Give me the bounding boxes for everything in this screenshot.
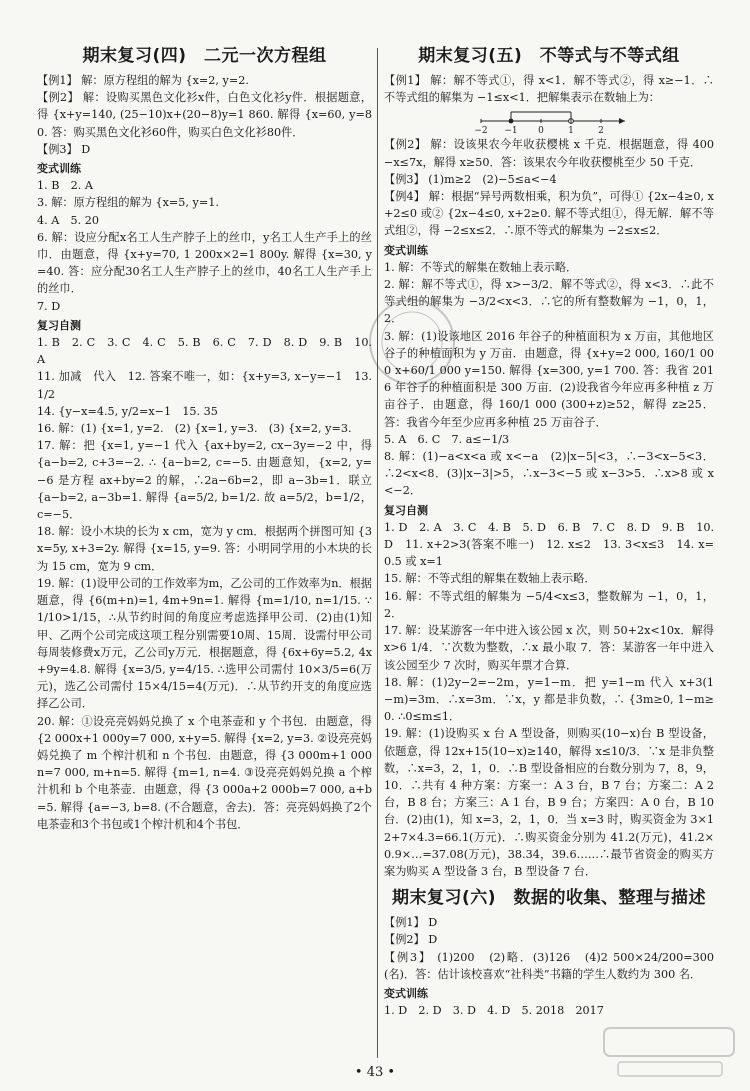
answer-item: 7. D [37, 299, 61, 313]
answer-item: 6. 解：设应分配x名工人生产脖子上的丝巾，y名工人生产手上的丝巾．由题意，得 {x+y=70, 1 200x×2=1 800y. 解得 {x=30, y=40. 答：应分配30名工人生产脖子上的丝巾，40名工人生产手上的丝巾． [37, 230, 372, 296]
section-title-review-5: 期末复习(五) 不等式与不等式组 [418, 46, 680, 66]
answer-item: 1. B 2. A [37, 179, 93, 193]
left-column [37, 44, 372, 833]
answer-item: 【例3】 D [37, 142, 91, 156]
column-divider [377, 48, 378, 1058]
answer-item: 变式训练 [384, 243, 428, 257]
answer-item: 【例1】 D [384, 916, 438, 930]
answer-item: 15. 解：不等式组的解集在数轴上表示略． [384, 572, 596, 586]
page-number: • 43 • [354, 1065, 396, 1080]
answer-item: 18. 解：(1)2y−2=−2m，y=1−m．把 y=1−m 代入 x+3(1−m)=3m．∴x=3m．∵x，y 都是非负数，∴ {3m≥0, 1−m≥0. ∴0≤m≤1． [384, 675, 714, 724]
answer-item: 1. D 2. A 3. C 4. B 5. D 6. B 7. C 8. D 9. B 10. D 11. x+2>3(答案不唯一) 12. x≤2 13. 3<x≤3 14. x=0.5 或 x=1 [384, 520, 714, 569]
answer-item: 变式训练 [37, 162, 81, 176]
right-answers-b [384, 136, 714, 880]
number-line-arrow [619, 118, 625, 124]
left-answers [37, 72, 372, 833]
number-line-tick-label: 2 [598, 126, 604, 137]
right-answers-c [384, 914, 714, 1019]
answer-item: 14. {y−x=4.5, y/2=x−1 15. 35 [37, 404, 218, 418]
number-line-tick-label: −1 [504, 126, 518, 137]
answer-item: 【例2】 解：设该果农今年收获樱桃 x 千克．根据题意，得 400−x≤7x，解得 x≥50．答：该果农今年收获樱桃至少 50 千克． [384, 138, 714, 169]
answer-item: 复习自测 [384, 503, 428, 517]
answer-item: 【例4】 解：根据“异号两数相乘，积为负”，可得① {2x−4≥0, x+2≤0 或② {2x−4≤0, x+2≥0. 解不等式组①，得无解．解不等式组②，得 −2≤x≤2．∴原不等式的解集为 −2≤x≤2． [384, 190, 714, 238]
answer-item: 【例1】 解：解不等式①，得 x<1．解不等式②，得 x≥−1．∴不等式组的解集为 −1≤x<1．把解集表示在数轴上为： [384, 74, 714, 105]
answer-item: 20. 解：①设亮亮妈妈兑换了 x 个电茶壶和 y 个书包．由题意，得 {2 000x+1 000y=7 000, x+y=5. 解得 {x=2, y=3. ②设亮亮妈妈兑换了 m 个榨汁机和 n 个书包．由题意，得 {3 000m+1 000n=7 000, m+n=5. 解得 {m=1, n=4. ③设亮亮妈妈兑换 a 个榨汁机和 b 个电茶壶．由题意，得 {3 000a+2 000b=7 000, a+b=5. 解得 {a=−3, b=8. (不合题意，舍去)．答：亮亮妈妈换了2个电茶壶和3个书包或1个榨汁机和4个书包． [37, 714, 372, 831]
answer-item: 【例3】 (1)m≥2 (2)−5≤a<−4 [384, 172, 557, 186]
answer-item: 【例3】 (1)200 (2)略．(3)126 (4)2 500×24/200=300(名)．答：估计该校喜欢“社科类”书籍的学生人数约为 300 名． [384, 950, 714, 981]
answer-item: 3. 解：(1)设该地区 2016 年谷子的种植面积为 x 万亩，其他地区谷子的种植面积为 y 万亩．由题意，得 {x+y=2 000, 160/1 000 x+60/1 000 y=150. 解得 {x=300, y=1 700. 答：我省 2016 年谷子的种植面积是 300 万亩．(2)设我省今年应再多种植 z 万亩谷子．由题意，得 160/1 000 (300+z)≥52，解得 z≥25．答：我省今年至少应再多种植 25 万亩谷子． [384, 329, 714, 429]
answer-item: 变式训练 [384, 986, 428, 1000]
answer-item: 1. D 2. D 3. D 4. D 5. 2018 2017 [384, 1004, 604, 1018]
answer-item: 【例2】 D [384, 933, 438, 947]
answer-item: 4. A 5. 20 [37, 213, 99, 227]
answer-item: 【例1】 解：原方程组的解为 {x=2, y=2. [37, 74, 249, 87]
answer-item: 18. 解：设小木块的长为 x cm，宽为 y cm．根据两个拼图可知 {3x=5y, x+3=2y. 解得 {x=15, y=9. 答：小明同学用的小木块的长为 15 cm，宽为 9 cm． [37, 525, 372, 573]
answer-item: 1. 解：不等式的解集在数轴上表示略． [384, 260, 578, 274]
answer-item: 3. 解：原方程组的解为 {x=5, y=1. [37, 196, 219, 210]
answer-item: 16. 解：(1) {x=1, y=2. (2) {x=1, y=3. (3) {x=2, y=3. [37, 422, 352, 436]
answer-item: 2. 解：解不等式①，得 x>−3/2．解不等式②，得 x<3．∴此不等式组的解集为 −3/2<x<3．∴它的所有整数解为 −1，0，1，2． [384, 278, 714, 326]
answer-item: 1. B 2. C 3. C 4. C 5. B 6. C 7. D 8. D 9. B 10. A [37, 336, 372, 367]
answer-item: 5. A 6. C 7. a≤−1/3 [384, 432, 510, 446]
answer-item: 19. 解：(1)设购买 x 台 A 型设备，则购买(10−x)台 B 型设备，依题意，得 12x+15(10−x)≥140，解得 x≤10/3．∵x 是非负整数，∴x=3，2，1，0．∴B 型设备相应的台数分别为 7，8，9，10．∴共有 4 种方案：方案一：A 3 台，B 7 台；方案二：A 2 台，B 8 台；方案三：A 1 台，B 9 台；方案四：A 0 台，B 10 台．(2)由(1)，知 x=3，2，1，0．当 x=3 时，购买资金为 3×12+7×4.3=66.1(万元)．∴购买资金分别为 41.2(万元)，41.2×0.9×…=37.08(万元)，38.34，39.6……∴最节省资金的购买方案为购买 A 型设备 3 台，B 型设备 7 台． [384, 727, 714, 878]
number-line-tick-label: 1 [568, 126, 574, 137]
answer-item: 17. 解：把 {x=1, y=−1 代入 {ax+by=2, cx−3y=−2 中，得 {a−b=2, c+3=−2. ∴ {a−b=2, c=−5. 由题意知，{x=2, y=−6 是方程 ax+by=2 的解，∴2a−6b=2，即 a−3b=1．联立 {a−b=2, a−3b=1. 解得 {a=5/2, b=1/2. 故 a=5/2，b=1/2，c=−5． [37, 439, 372, 522]
answer-item: 16. 解：不等式组的解集为 −5/4<x≤3，整数解为 −1，0，1，2． [384, 589, 714, 620]
number-line-tick-label: −2 [474, 126, 488, 137]
number-line-tick-label: 0 [538, 126, 544, 137]
section-title-review-6: 期末复习(六) 数据的收集、整理与描述 [391, 888, 707, 909]
section-title-review-4: 期末复习(四) 二元一次方程组 [82, 46, 327, 66]
right-answers-a [384, 72, 714, 106]
answer-item: 复习自测 [37, 318, 81, 332]
number-line-figure [474, 108, 629, 137]
answer-item: 19. 解：(1)设甲公司的工作效率为m，乙公司的工作效率为n．根据题意，得 {6(m+n)=1, 4m+9n=1. 解得 {m=1/10, n=1/15. ∵1/10>1/15，∴从节约时间的角度应考虑选择甲公司．(2)由(1)知甲、乙两个公司完成这项工程分别需要10周、15周．设需付甲公司每周装修费x万元，乙公司y万元．根据题意，得 {6x+6y=5.2, 4x+9y=4.8. 解得 {x=3/5, y=4/15. ∴选甲公司需付 10×3/5=6(万元)，选乙公司需付 15×4/15=4(万元)．∴从节约开支的角度应选择乙公司． [37, 576, 372, 711]
stamp-seal-icon [366, 296, 458, 388]
answer-item: 8. 解：(1)−a<x<a 或 x<−a (2)|x−5|<3，∴−3<x−5<3．∴2<x<8．(3)|x−3|>5，∴x−3<−5 或 x−3>5．∴x>8 或 x<−2． [384, 450, 714, 498]
right-column [384, 44, 714, 1019]
answer-item: 11. 加减 代入 12. 答案不唯一，如：{x+y=3, x−y=−1 13. 1/2 [37, 370, 372, 401]
answer-item: 【例2】 解：设购买黑色文化衫x件，白色文化衫y件．根据题意，得 {x+y=140, (25−10)x+(20−8)y=1 860. 解得 {x=60, y=80. 答：购买黑色文化衫60件，购买白色文化衫80件． [37, 91, 372, 139]
answer-item: 17. 解：设某游客一年中进入该公园 x 次，则 50+2x<10x．解得 x>6 1/4．∵次数为整数，∴x 最小取 7．答：某游客一年中进入该公园至少 7 次时，购买年票才合算． [384, 624, 714, 672]
